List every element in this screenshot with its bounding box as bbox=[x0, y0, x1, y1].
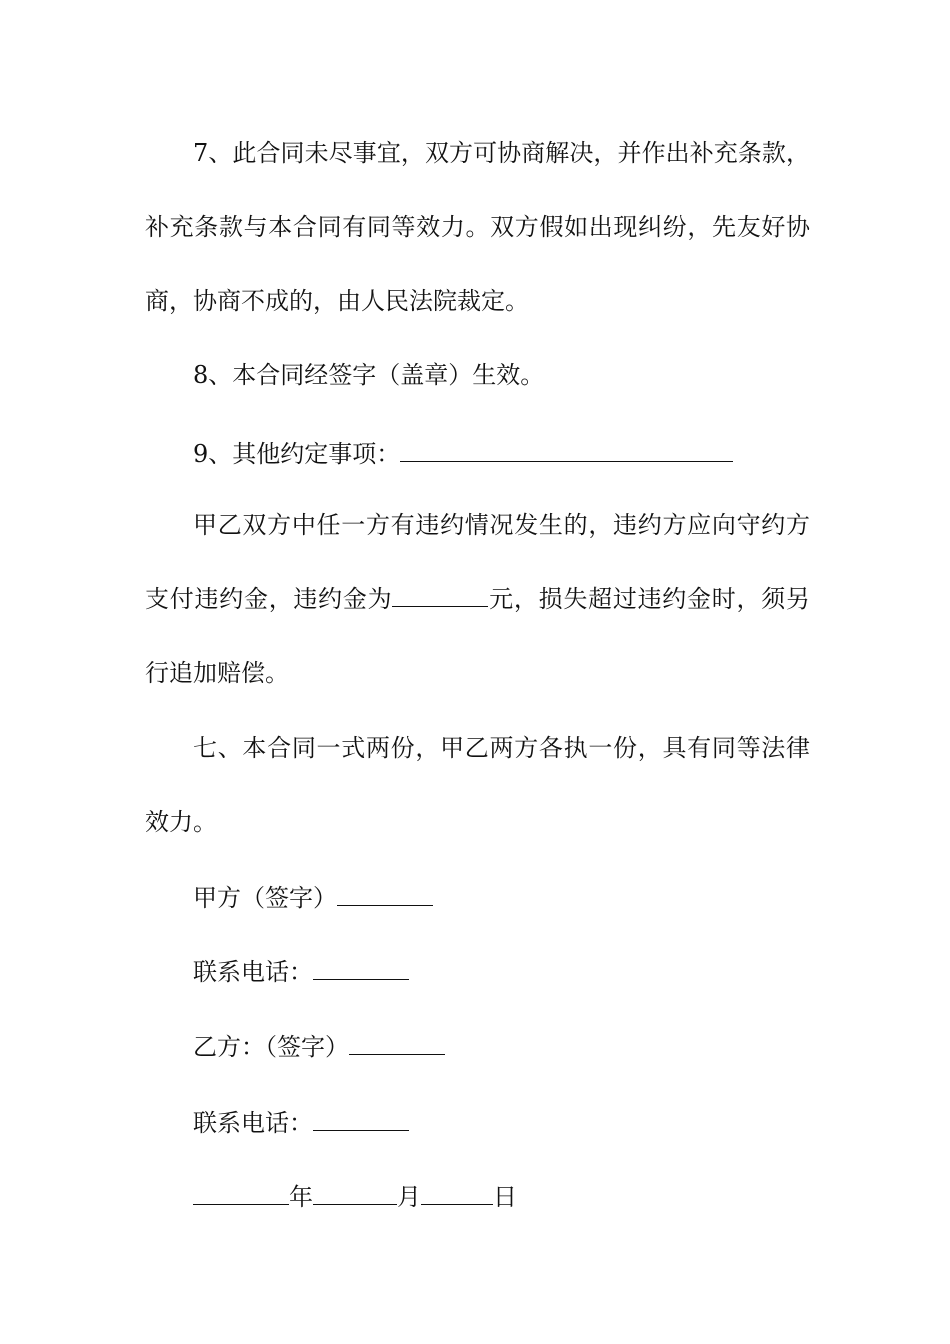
party-a-label: 甲方（签字） bbox=[193, 884, 337, 912]
clause-8-paragraph: 8、本合同经签字（盖章）生效。 bbox=[193, 361, 545, 389]
copies-paragraph: 七、本合同一式两份，甲乙两方各执一份，具有同等法律效力。 bbox=[145, 734, 810, 836]
date-line bbox=[193, 1179, 517, 1215]
clause-9-label: 9、其他约定事项： bbox=[193, 440, 401, 468]
other-terms-blank bbox=[400, 441, 733, 462]
month-blank bbox=[313, 1184, 397, 1205]
day-label: 日 bbox=[493, 1183, 517, 1211]
month-label: 月 bbox=[397, 1183, 421, 1211]
breach-text-part2: 元，损失超过违约金时，须另行追加赔偿。 bbox=[145, 585, 810, 687]
phone-a-line bbox=[193, 954, 409, 990]
breach-paragraph bbox=[145, 488, 810, 710]
phone-b-label: 联系电话： bbox=[193, 1109, 313, 1137]
year-blank bbox=[193, 1184, 289, 1205]
clause-9-line bbox=[193, 436, 733, 472]
breach-text-part1: 甲乙双方中任一方有违约情况发生的，违约方应向守约方支付违约金，违约金为 bbox=[145, 511, 810, 613]
penalty-amount-blank bbox=[392, 586, 488, 607]
party-a-line bbox=[193, 880, 433, 916]
clause-7-paragraph: 7、此合同未尽事宜，双方可协商解决，并作出补充条款，补充条款与本合同有同等效力。双方假如出现纠纷，先友好协商，协商不成的，由人民法院裁定。 bbox=[145, 139, 810, 315]
day-blank bbox=[421, 1184, 493, 1205]
phone-a-label: 联系电话： bbox=[193, 958, 313, 986]
party-b-label: 乙方：（签字） bbox=[193, 1033, 349, 1061]
party-b-line bbox=[193, 1029, 445, 1065]
phone-b-line bbox=[193, 1105, 409, 1141]
party-b-signature-blank bbox=[349, 1034, 445, 1055]
phone-a-blank bbox=[313, 959, 409, 980]
party-a-signature-blank bbox=[337, 885, 433, 906]
year-label: 年 bbox=[289, 1183, 313, 1211]
phone-b-blank bbox=[313, 1110, 409, 1131]
